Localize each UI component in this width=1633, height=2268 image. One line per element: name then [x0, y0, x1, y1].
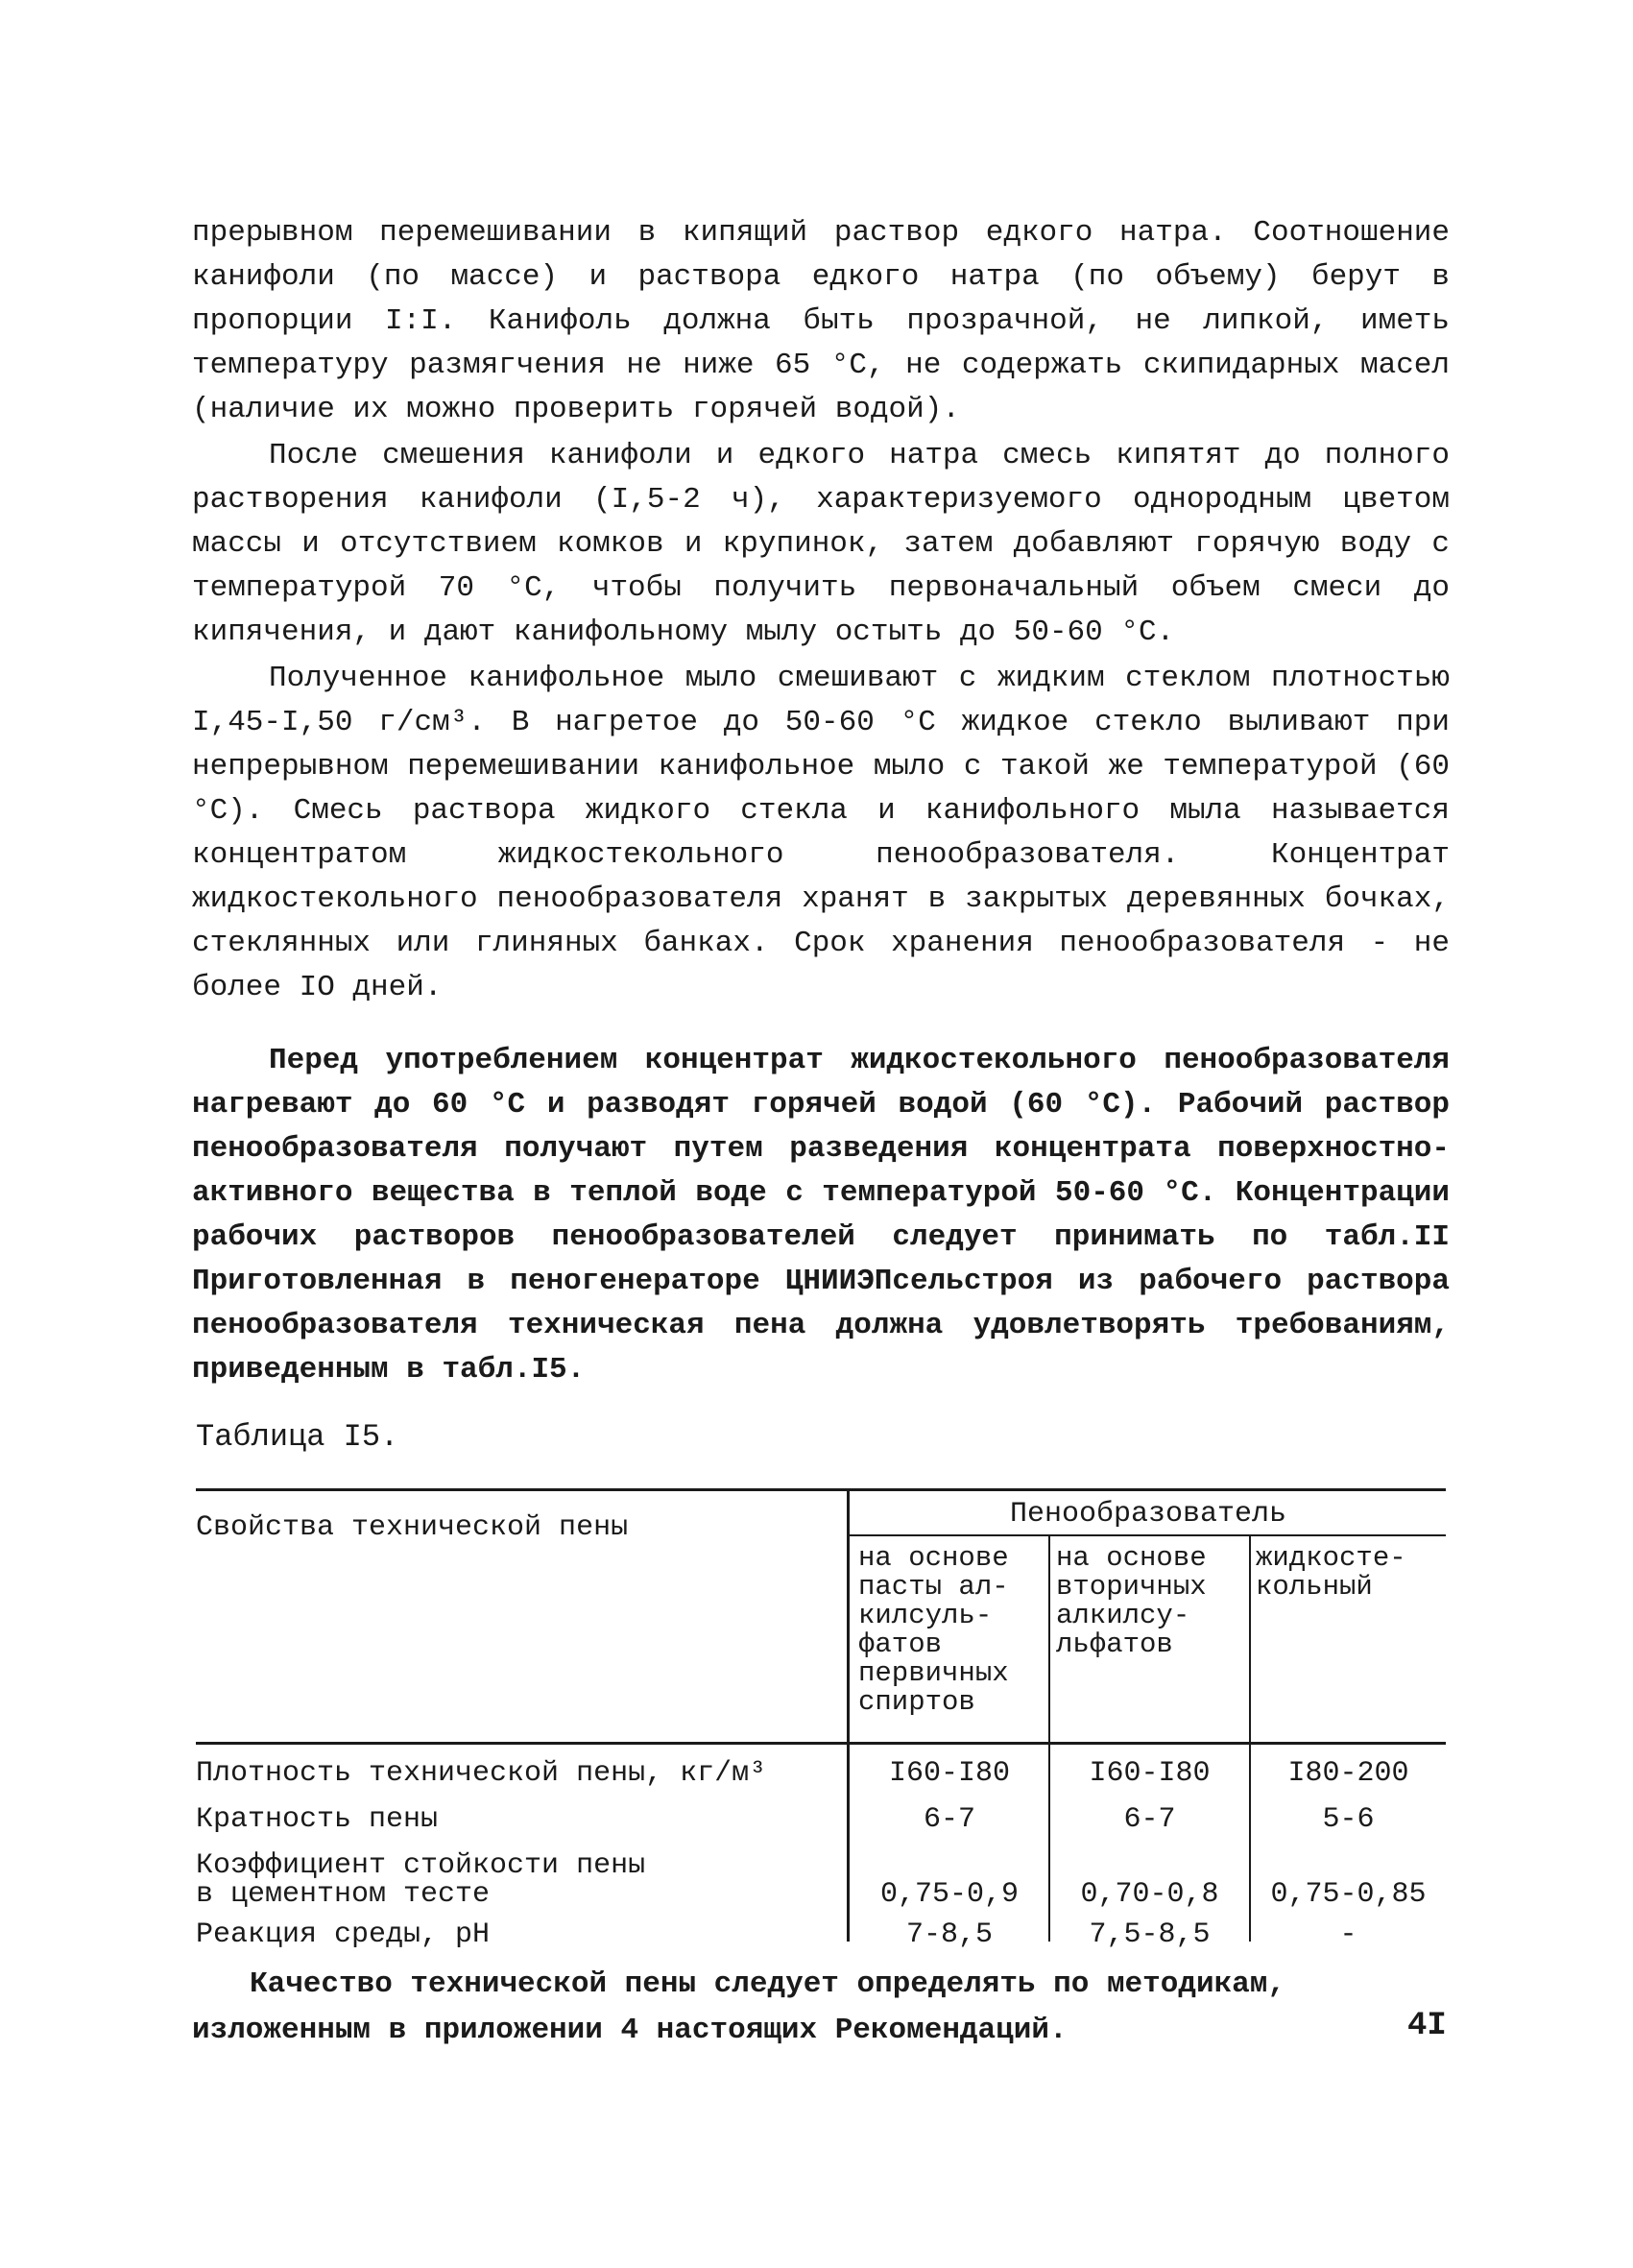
paragraph: Качество технической пены следует определять по методикам, изложенным в приложении 4 настоящих Рекомендаций.: [192, 1967, 1285, 2047]
table-caption: Таблица I5.: [196, 1419, 399, 1455]
table-cell: 0,75-0,85: [1270, 1878, 1427, 1911]
table-cell: 6-7: [923, 1803, 975, 1836]
body-text-footer: [192, 1962, 1450, 2054]
table-cell: 0,70-0,8: [1080, 1878, 1219, 1911]
table-row-label: Плотность технической пены, кг/м³: [196, 1757, 767, 1790]
table-cell: -: [1339, 1918, 1357, 1951]
column-subheader: жидкосте-кольный: [1256, 1542, 1406, 1603]
table-top-rule: [196, 1488, 1446, 1491]
body-text-top: [192, 211, 1450, 1010]
table-row-label: Кратность пены: [196, 1803, 439, 1836]
table-cell: 6-7: [1123, 1803, 1176, 1836]
table-row-label: Коэффициент стойкости пены в цементном тесте: [196, 1849, 646, 1911]
properties-table: [196, 1488, 1446, 1951]
table-cell: 5-6: [1322, 1803, 1375, 1836]
column-header-properties: Свойства технической пены: [196, 1511, 629, 1544]
paragraph: прерывном перемешивании в кипящий раствор едкого натра. Соотношение канифоли (по массе) и раствора едкого натра (по объему) берут в пропорции I:I. Канифоль должна быть прозрачной, не липкой, иметь температуру размягчения не ниже 65 °С, не содержать скипидарных масел (наличие их можно проверить горячей водой).: [192, 216, 1450, 426]
column-subheader: на основе вторичных алкилсу-льфатов: [1056, 1542, 1207, 1660]
group-header-underline: [849, 1534, 1446, 1536]
table-row-label: Реакция среды, pH: [196, 1918, 491, 1951]
paragraph: Перед употреблением концентрат жидкостекольного пенообразователя нагревают до 60 °С и разводят горячей водой (60 °С). Рабочий раствор пенообразователя получают путем разведения концентрата поверхностно-активного вещества в теплой воде с температурой 50-60 °С. Концентрации рабочих растворов пенообразователей следует принимать по табл.II Приготовленная в пеногенераторе ЦНИИЭПсельстроя из рабочего раствора пенообразователя техническая пена должна удовлетворять требованиям, приведенным в табл.I5.: [192, 1044, 1450, 1387]
table-cell: I80-200: [1287, 1757, 1409, 1790]
header-bottom-rule: [196, 1742, 1446, 1745]
paragraph: Полученное канифольное мыло смешивают с жидким стеклом плотностью I,45-I,50 г/см³. В нагретое до 50-60 °С жидкое стекло выливают при непрерывном перемешивании канифольное мыло с такой же температурой (60 °С). Смесь раствора жидкого стекла и канифольного мыла называется концентратом жидкостекольного пенообразователя. Концентрат жидкостекольного пенообразователя хранят в закрытых деревянных бочках, стеклянных или глиняных банках. Срок хранения пенообразователя - не более IО дней.: [192, 662, 1450, 1004]
table-cell: I60-I80: [1089, 1757, 1211, 1790]
column-divider: [847, 1488, 850, 1942]
table-cell: 7-8,5: [905, 1918, 993, 1951]
page-number: 4I: [1407, 2008, 1447, 2044]
table-cell: 0,75-0,9: [879, 1878, 1020, 1911]
table-cell: I60-I80: [888, 1757, 1011, 1790]
paragraph: После смешения канифоли и едкого натра смесь кипятят до полного растворения канифоли (I,5-2 ч), характеризуемого однородным цветом массы и отсутствием комков и крупинок, затем добавляют горячую воду с температурой 70 °С, чтобы получить первоначальный объем смеси до кипячения, и дают канифольному мылу остыть до 50-60 °С.: [192, 439, 1450, 649]
body-text-bold: [192, 1039, 1450, 1392]
column-group-header: Пенообразователь: [1009, 1498, 1287, 1531]
column-subheader: на основе пасты ал-килсуль-фатов первичных спиртов: [858, 1542, 1009, 1718]
table-cell: 7,5-8,5: [1089, 1918, 1211, 1951]
